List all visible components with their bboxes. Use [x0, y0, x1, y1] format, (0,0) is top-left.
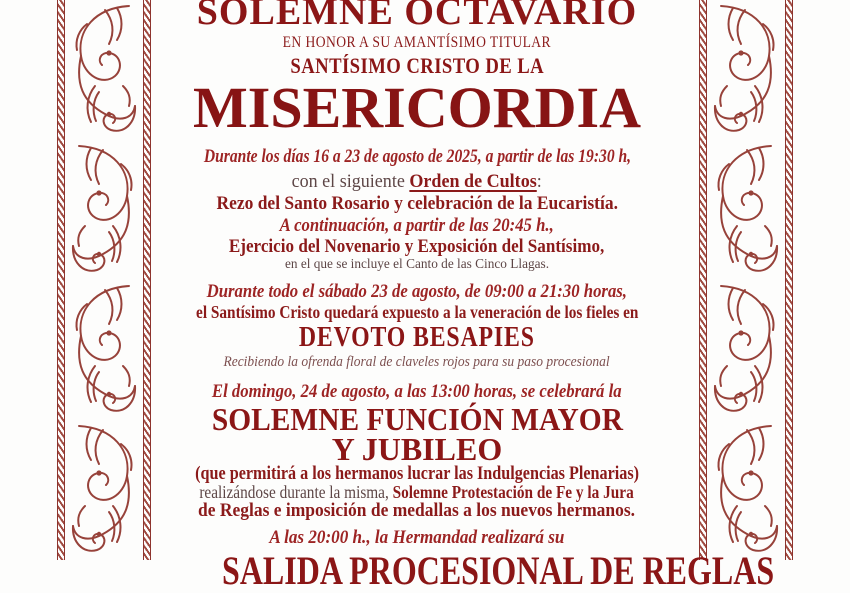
rope-stripe-icon	[57, 0, 65, 560]
rope-stripe-icon	[143, 0, 151, 560]
orden-de-cultos-line	[153, 170, 681, 193]
poster-main-title: MISERICORDIA	[193, 75, 641, 140]
medallas-line: de Reglas e imposición de medallas a los nuevos hermanos.	[198, 500, 636, 521]
octavario-schedule-heading: Durante los días 16 a 23 de agosto de 2025, a partir de las 19:30 h,	[203, 146, 631, 167]
novenario-line: Ejercicio del Novenario y Exposición del Santísimo,	[229, 236, 605, 257]
salida-schedule-heading: A las 20:00 h., la Hermandad realizará su	[269, 527, 565, 548]
funcion-mayor-title: SOLEMNE FUNCIÓN MAYOR	[211, 401, 623, 437]
indulgencias-note: (que permitirá a los hermanos lucrar las Indulgencias Plenarias)	[195, 463, 639, 484]
orden-de-cultos-label: Orden de Cultos	[409, 171, 538, 192]
cinco-llagas-note: en el que se incluye el Canto de las Cinco Llagas.	[284, 257, 550, 272]
right-ornamental-border	[699, 0, 793, 560]
left-ornamental-border	[57, 0, 151, 560]
salida-procesional-title: SALIDA PROCESIONAL DE REGLAS	[222, 548, 775, 593]
poster-heading	[153, 0, 681, 33]
jura-strong-text: Solemne Protestación de Fe y la Jura	[393, 482, 635, 502]
ofrenda-floral-note: Recibiendo la ofrenda floral de claveles rojos para su paso procesional	[223, 354, 611, 370]
poster-subheading: EN HONOR A SU AMANTÍSIMO TITULAR	[282, 34, 552, 51]
devoto-besapies-title: DEVOTO BESAPIES	[298, 322, 536, 353]
jubileo-title: Y JUBILEO	[331, 431, 503, 467]
poster-content	[153, 0, 775, 593]
continuacion-heading: A continuación, a partir de las 20:45 h.,	[279, 215, 555, 236]
besapies-schedule-heading: Durante todo el sábado 23 de agosto, de 09:00 a 21:30 horas,	[206, 281, 628, 302]
poster-dedication: SANTÍSIMO CRISTO DE LA	[290, 53, 544, 78]
rosario-line: Rezo del Santo Rosario y celebración de la Eucaristía.	[216, 193, 618, 214]
acanthus-scroll-icon	[707, 0, 785, 560]
acanthus-scroll-icon	[65, 0, 143, 560]
besapies-expuesto-line: el Santísimo Cristo quedará expuesto a la veneración de los fieles en	[195, 302, 639, 322]
poster-heading-text: SOLEMNE OCTAVARIO	[196, 0, 638, 33]
funcion-schedule-heading: El domingo, 24 de agosto, a las 13:00 horas, se celebrará la	[212, 381, 622, 402]
rope-stripe-icon	[699, 0, 707, 560]
orden-post-text: :	[537, 171, 543, 192]
orden-pre-text: con el siguiente	[291, 171, 410, 192]
jura-pre-text: realizándose durante la misma,	[199, 482, 394, 502]
rope-stripe-icon	[785, 0, 793, 560]
